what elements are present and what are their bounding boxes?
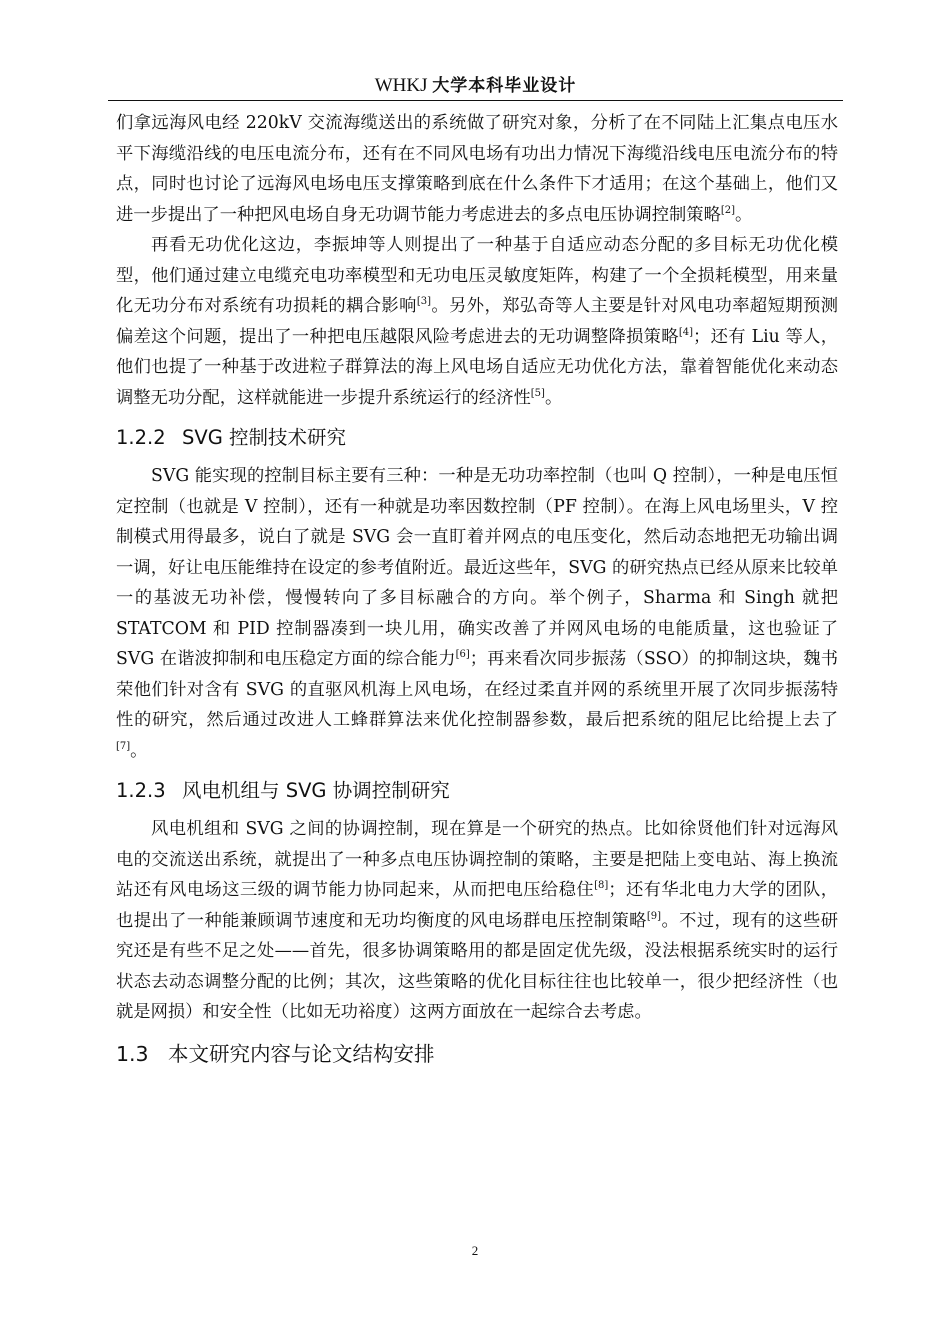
paragraph-text: 。 bbox=[735, 204, 753, 225]
citation: [7] bbox=[116, 740, 131, 752]
citation: [5] bbox=[530, 387, 545, 399]
paragraph-text: SVG 能实现的控制目标主要有三种：一种是无功功率控制（也叫 Q 控制），一种是电压恒定控制（也就是 V 控制），还有一种就是功率因数控制（PF 控制）。在海上风电场里头，V 控制模式用得最多，说白了就是 SVG 会一直盯着并网点的电压变化，然后动态地把无功输出调一调，好让电压能维持在设定的参考值附近。最近这些年，SVG 的研究热点已经从原来比较单一的基波无功补偿，慢慢转向了多目标融合的方向。举个例子，Sharma 和 Singh 就把 STATCOM 和 PID 控制器凑到一块儿用，确实改善了并网风电场的电能质量，这也验证了 SVG 在谐波抑制和电压稳定方面的综合能力 bbox=[116, 466, 838, 669]
citation: [8] bbox=[594, 880, 609, 891]
page-header bbox=[108, 72, 843, 101]
paragraph-text: 。另外，郑弘奇等人主要是针对风电功率超短期预测偏差这个问题，提出了一种把电压越限风险考虑进去的无功调整降损策略 bbox=[116, 296, 838, 347]
paragraph-text: ；还有 Liu 等人，他们也提了一种基于改进粒子群算法的海上风电场自适应无功优化方法，靠着智能优化来动态调整无功分配，这样就能进一步提升系统运行的经济性 bbox=[116, 326, 838, 408]
paragraph-text: 。 bbox=[130, 740, 148, 761]
header-title: 大学本科毕业设计 bbox=[432, 76, 577, 96]
paragraph-text: 风电机组和 SVG 之间的协调控制，现在算是一个研究的热点。比如徐贤他们针对远海风电的交流送出系统，就提出了一种多点电压协调控制的策略，主要是把陆上变电站、海上换流站还有风电场这三级的调节能力协同起来，从而把电压给稳住 bbox=[116, 819, 838, 900]
section-title: 本文研究内容与论文结构安排 bbox=[168, 1041, 435, 1066]
document-body bbox=[116, 108, 838, 1070]
section-heading-1-3 bbox=[116, 1038, 838, 1070]
citation: [6] bbox=[455, 649, 470, 660]
section-heading-1-2-2 bbox=[116, 423, 838, 453]
header-latin: WHKJ bbox=[374, 75, 428, 96]
section-number: 1.2.2 bbox=[116, 426, 166, 449]
paragraph-continued bbox=[116, 108, 838, 230]
paragraph-text: 。不过，现有的这些研究还是有些不足之处——首先，很多协调策略用的都是固定优先级，没法根据系统实时的运行状态去动态调整分配的比例；其次，这些策略的优化目标往往也比较单一，很少把经济性（也就是网损）和安全性（比如无功裕度）这两方面放在一起综合去考虑。 bbox=[116, 910, 838, 1022]
paragraph-text: 再看无功优化这边，李振坤等人则提出了一种基于自适应动态分配的多目标无功优化模型，他们通过建立电缆充电功率模型和无功电压灵敏度矩阵，构建了一个全损耗模型，用来量化无功分布对系统有功损耗的耦合影响 bbox=[116, 235, 838, 316]
paragraph-text: 们拿远海风电经 220kV 交流海缆送出的系统做了研究对象，分析了在不同陆上汇集点电压水平下海缆沿线的电压电流分布，还有在不同风电场有功出力情况下海缆沿线电压电流分布的特点，同时也讨论了远海风电场电压支撑策略到底在什么条件下才适用；在这个基础上，他们又进一步提出了一种把风电场自身无功调节能力考虑进去的多点电压协调控制策略 bbox=[116, 113, 838, 225]
paragraph-coordinated-control bbox=[116, 814, 838, 1028]
page-number: 2 bbox=[471, 1243, 479, 1258]
paragraph-reactive-optimization bbox=[116, 230, 838, 413]
citation: [4] bbox=[678, 326, 694, 338]
paragraph-text: ；再来看次同步振荡（SSO）的抑制这块，魏书荣他们针对含有 SVG 的直驱风机海上风电场，在经过柔直并网的系统里开展了次同步振荡特性的研究，然后通过改进人工蜂群算法来优化控制器参数，最后把系统的阻尼比给提上去了 bbox=[116, 649, 838, 730]
citation: [2] bbox=[720, 204, 736, 216]
paragraph-text: ；还有华北电力大学的团队，也提出了一种能兼顾调节速度和无功均衡度的风电场群电压控制策略 bbox=[116, 880, 838, 931]
paragraph-text: 。 bbox=[544, 387, 563, 408]
citation: [9] bbox=[646, 910, 662, 922]
citation: [3] bbox=[416, 296, 431, 307]
section-heading-1-2-3 bbox=[116, 776, 838, 806]
section-number: 1.3 bbox=[116, 1041, 149, 1066]
section-title: 风电机组与 SVG 协调控制研究 bbox=[182, 779, 450, 802]
paragraph-svg-control bbox=[116, 461, 838, 766]
section-number: 1.2.3 bbox=[116, 779, 166, 802]
section-title: SVG 控制技术研究 bbox=[182, 426, 347, 449]
